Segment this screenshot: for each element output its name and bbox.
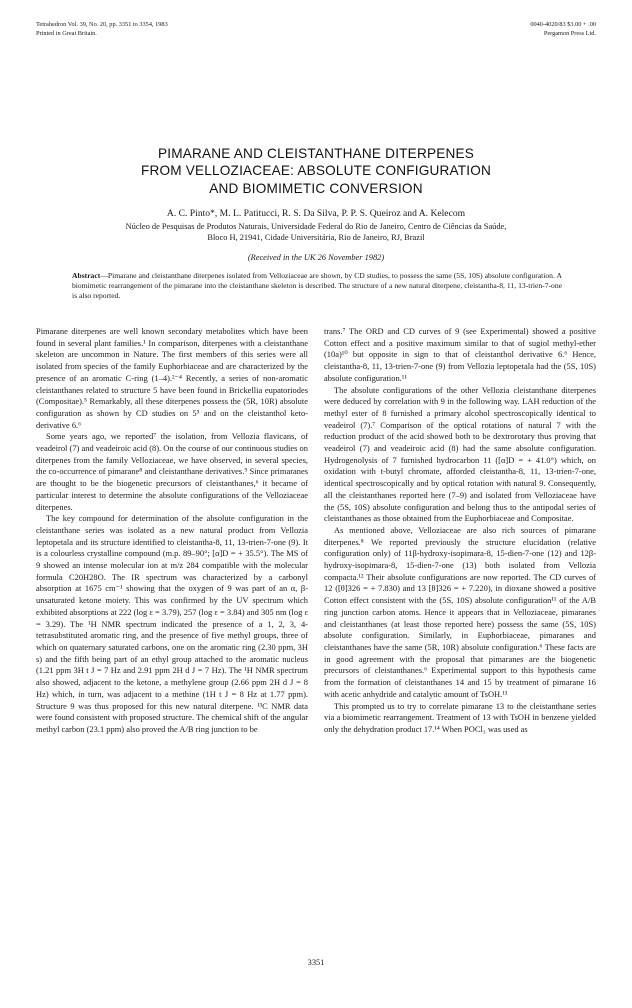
paragraph: This prompted us to try to correlate pimarane 13 to the cleistanthane series via a biomimetic rearrangement. Treatment of 13 with TsOH in benzene yielded only the dehydration product 17.¹⁴ When POCl₃ was used as — [324, 700, 596, 734]
affiliation-line-2: Bloco H, 21941, Cidade Universitária, Rio de Janeiro, RJ, Brazil — [207, 233, 425, 242]
article-title — [40, 145, 592, 197]
received-date: (Received in the UK 26 November 1982) — [247, 253, 385, 262]
paragraph: The absolute configurations of the other Vellozia cleistanthane diterpenes were deduced by correlation with 9 in the following way. LAH reduction of the methyl ester of 8 furnished a primary alcohol spectroscopically identical to veadeirol (7).⁷ Comparison of the optical rotations of natural 7 with the reduction product of the acid showed both to be dextrorotary thus proving that veadeirol (7) and veadeiroic acid (8) had the same absolute configuration. Hydrogenolysis of 7 furnished hydrocarbon 11 ([α]D = + 41.0°) which, on oxidation with t-butyl chromate, afforded cleistantha-8, 11, 13-trien-7-one, identical spectroscopically and by optical rotation with natural 9. Consequently, all the cleistanthanes reported here (7–9) and isolated from Velloziaceae have the (5S, 10S) absolute configuration and belong thus to the antipodal series of cleistanthanes as those obtained from the Euphorbiaceae and Compositae. — [324, 384, 596, 524]
author-list: A. C. Pinto*, M. L. Patitucci, R. S. Da Silva, P. P. S. Queiroz and A. Kelecom — [166, 208, 466, 219]
left-column — [36, 326, 308, 936]
journal-citation — [36, 21, 168, 38]
page-number: 3351 — [307, 958, 325, 967]
printed-line: Printed in Great Britain. — [36, 29, 97, 37]
paragraph: Some years ago, we reported⁷ the isolation, from Vellozia flavicans, of veadeirol (7) and veadeiroic acid (8). On the course of our continuous studies on diterpenes from the family Velloziaceae, we have observed, in several species, the co-occurrence of pimarane⁸ and cleistanthane derivatives.⁹ Since primaranes are thought to be the biogenetic precursors of cleistanthanes,⁶ it became of particular interest to determine the absolute configurations of the Velloziaceae diterpenes. — [36, 431, 308, 512]
paragraph: Pimarane diterpenes are well known secondary metabolites which have been found in several plant families.¹ In comparison, diterpenes with a cleistanthane skeleton are uncommon in Nature. The first members of this series were all isolated from species of the family Euphorbiaceae and are characterized by the presence of an aromatic C-ring (1–4).²⁻⁴ Recently, a series of non-aromatic cleistanthanes related to structure 5 have been found in Brickellia eupatoriodes (Compositae).⁵ Remarkably, all these diterpenes possess the (5R, 10R) absolute configuration as shown by CD studies on 5⁵ and on the cleistanthol keto-derivative 6.⁶ — [36, 326, 308, 430]
citation-line: Tetrahedron Vol. 39, No. 20, pp. 3351 to 3354, 1983 — [36, 21, 168, 28]
title-line-1: PIMARANE AND CLEISTANTHANE DITERPENES — [157, 146, 475, 161]
abstract-label: Abstract — [72, 271, 101, 280]
abstract — [72, 271, 562, 309]
publisher-line: Pergamon Press Ltd. — [543, 29, 596, 37]
price-line: 0040-4020/83 $3.00 + .00 — [530, 21, 596, 28]
publisher-info — [530, 21, 596, 38]
abstract-text: —Pimarane and cleistanthane diterpenes isolated from Velloziaceae are shown, by CD studies, to possess the same (5S, 10S) absolute configuration. A biomimetic rearrangement of the pimarane into the cleistanthane skeleton is described. The structure of a new natural diterpene, cleistantha-8, 11, 13-trien-7-one is also reported. — [72, 271, 562, 300]
affiliation — [40, 221, 592, 243]
paragraph: trans.⁷ The ORD and CD curves of 9 (see Experimental) showed a positive Cotton effect and a positive maximum similar to that of sugiol methyl-ether (10a)¹⁰ but opposite in sign to that of cleistanthol derivative 6.⁶ Hence, cleistantha-8, 11, 13-trien-7-one (9) from Vellozia leptopetala had the (5S, 10S) absolute configuration.¹¹ — [324, 326, 596, 383]
paragraph: The key compound for determination of the absolute configuration in the cleistanthane series was isolated as a new natural product from Vellozia leptopetala and its structure identified to cleistantha-8, 11, 13-trien-7-one (9). It is a colourless crystalline compound (m.p. 89–90°; [α]D = + 35.5°). The MS of 9 showed an intense molecular ion at m/z 284 compatible with the molecular formula C20H28O. The IR spectrum was characterized by a carbonyl absorption at 1675 cm⁻¹ showing that the oxygen of 9 was part of an α, β-unsaturated ketone moiety. This was confirmed by the UV spectrum which exhibited absorptions at 222 (log ε = 3.79), 257 (log ε = 3.84) and 305 nm (log ε = 3.29). The ¹H NMR spectrum indicated the presence of a 1, 2, 3, 4-tetrasubstituted aromatic ring, and the presence of five methyl groups, three of which on quaternary saturated carbons, one on the aromatic ring (2.30 ppm, 3H s) and the fifth being part of an ethyl group attached to the aromatic nucleus (1.21 ppm 3H t J = 7 Hz and 2.91 ppm 2H d J = 7 Hz). The ¹H NMR spectrum also showed, adjacent to the ketone, a methylene group (2.66 ppm 2H d J = 8 Hz) which, in turn, was adjacent to a methine (1H t J = 8 Hz at 1.77 ppm). Structure 9 was thus proposed for this new natural diterpene. ¹³C NMR data were found consistent with proposed structure. The chemical shift of the angular methyl carbon (23.1 ppm) also proved the A/B ring junction to be — [36, 513, 308, 734]
title-line-3: AND BIOMIMETIC CONVERSION — [209, 180, 423, 196]
paragraph: As mentioned above, Velloziaceae are also rich sources of pimarane diterpenes.⁸ We reported previously the structure elucidation (relative configuration only) of 11β-hydroxy-isopimara-8, 15-dien-7-one (12) and 12β-hydroxy-isopimara-8, 15-dien-7-one (13) both isolated from Vellozia compacta.¹² Their absolute configurations are now reported. The CD curves of 12 ([θ]326 = + 7.830) and 13 [θ]326 = + 7.220), in dioxane showed a positive Cotton effect consistent with the (5S, 10S) absolute configuration¹¹ of the A/B ring junction carbon atoms. Hence it appears that in Velloziaceae, pimaranes and cleistanthanes (at least those reported here) possess the same (5S, 10S) absolute configuration. Similarly, in Euphorbiaceae, pimaranes and cleistanthanes have the same (5R, 10R) absolute configuration.⁶ These facts are in good agreement with the proposal that pimaranes are the biogenetic precursors of cleistanthanes.⁶ Experimental support to this hypothesis came from the formation of cleistanthanes 14 and 15 by treatment of pimarane 16 with acetic anhydride and catalytic amount of TsOH.¹³ — [324, 524, 596, 699]
right-column — [324, 326, 596, 936]
title-line-2: FROM VELLOZIACEAE: ABSOLUTE CONFIGURATION — [140, 163, 492, 179]
affiliation-line-1: Núcleo de Pesquisas de Produtos Naturais, Universidade Federal do Rio de Janeiro, Centro de Ciências da Saúde, — [125, 222, 507, 231]
